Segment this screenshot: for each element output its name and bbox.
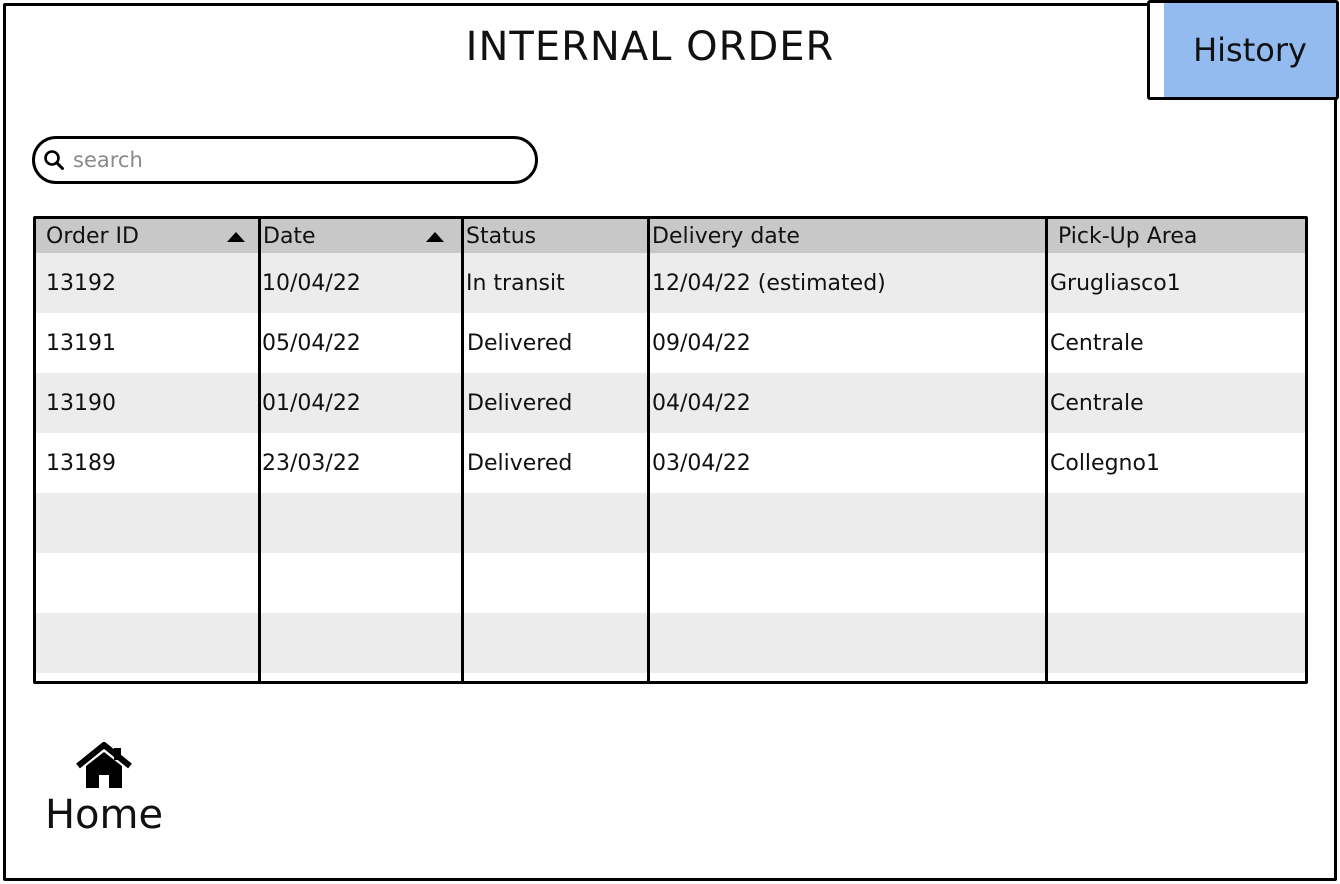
sort-ascending-icon[interactable] [426, 232, 444, 242]
home-button[interactable] [34, 742, 174, 852]
page-title: INTERNAL ORDER [465, 24, 835, 70]
cell-status: Delivered [467, 330, 573, 356]
cell-date: 05/04/22 [262, 330, 361, 356]
column-header-delivery-date: Delivery date [652, 223, 800, 249]
search-icon [43, 149, 65, 171]
column-divider [647, 219, 650, 681]
cell-order-id: 13191 [46, 330, 116, 356]
column-divider [258, 219, 261, 681]
sort-ascending-icon[interactable] [227, 232, 245, 242]
cell-pickup-area: Grugliasco1 [1050, 270, 1181, 296]
column-header-date[interactable]: Date [263, 223, 316, 249]
table-row[interactable] [36, 313, 1305, 373]
cell-status: Delivered [467, 450, 573, 476]
cell-date: 10/04/22 [262, 270, 361, 296]
column-header-status: Status [466, 223, 537, 249]
table-row[interactable] [36, 253, 1305, 313]
column-header-pickup-area: Pick-Up Area [1058, 223, 1198, 249]
column-divider [1045, 219, 1048, 681]
cell-pickup-area: Centrale [1050, 390, 1144, 416]
cell-date: 01/04/22 [262, 390, 361, 416]
table-row[interactable] [36, 433, 1305, 493]
cell-order-id: 13192 [46, 270, 116, 296]
orders-table [33, 216, 1308, 684]
table-row-empty [36, 613, 1305, 673]
cell-status: In transit [466, 270, 565, 296]
table-header-row [36, 219, 1305, 253]
search-input[interactable] [73, 148, 493, 172]
cell-order-id: 13189 [46, 450, 116, 476]
cell-order-id: 13190 [46, 390, 116, 416]
home-label[interactable]: Home [44, 792, 164, 838]
cell-delivery-date: 04/04/22 [652, 390, 751, 416]
column-divider [461, 219, 464, 681]
cell-delivery-date: 12/04/22 (estimated) [652, 270, 886, 296]
table-row-empty [36, 493, 1305, 553]
history-label[interactable]: History [1164, 3, 1336, 97]
cell-status: Delivered [467, 390, 573, 416]
cell-pickup-area: Centrale [1050, 330, 1144, 356]
cell-delivery-date: 09/04/22 [652, 330, 751, 356]
cell-pickup-area: Collegno1 [1050, 450, 1160, 476]
column-header-order-id[interactable]: Order ID [46, 223, 139, 249]
cell-date: 23/03/22 [262, 450, 361, 476]
cell-delivery-date: 03/04/22 [652, 450, 751, 476]
home-icon [74, 742, 134, 790]
search-box[interactable] [32, 136, 538, 184]
history-button[interactable] [1147, 0, 1339, 100]
table-row[interactable] [36, 373, 1305, 433]
table-row-empty [36, 553, 1305, 613]
